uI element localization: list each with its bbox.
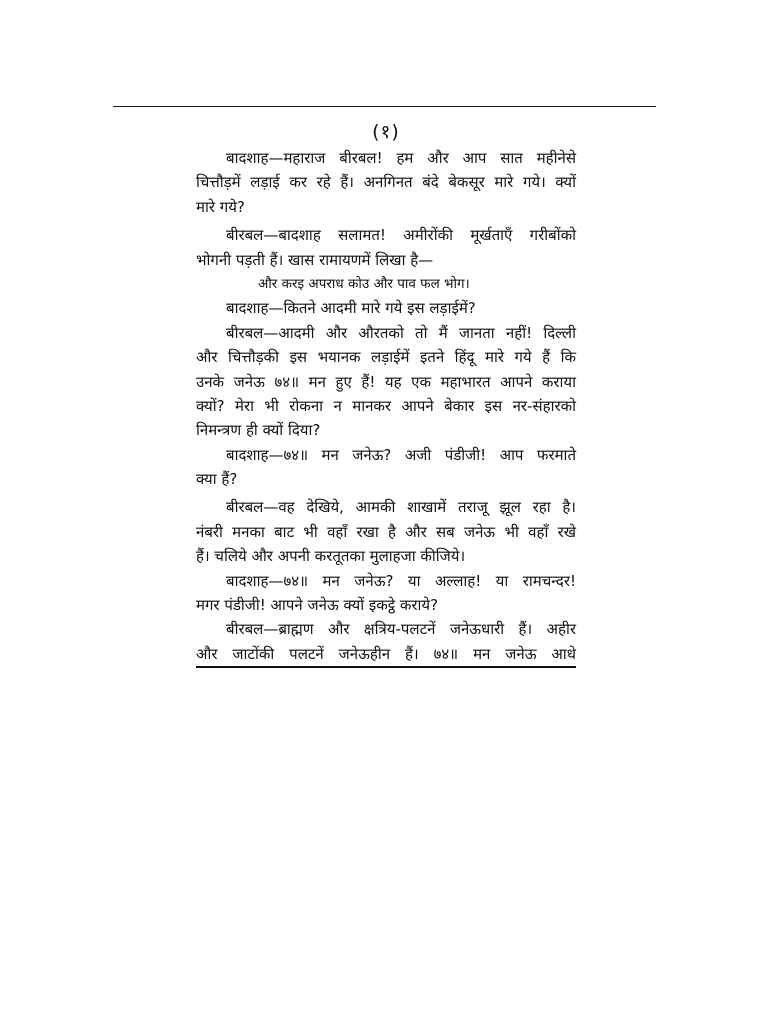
bottom-rule	[196, 666, 576, 668]
paragraph-line: बीरबल—ब्राह्मण और क्षत्रिय-पलटनें जनेऊधारी हैं। अहीर	[226, 620, 576, 639]
paragraph-line: मगर पंडीजी! आपने जनेऊ क्यों इकट्ठे कराये?	[196, 596, 439, 615]
paragraph-line: बादशाह—महाराज बीरबल! हम और आप सात महीनेसे	[226, 149, 576, 167]
paragraph-line: क्यों? मेरा भी रोकना न मानकर आपने बेकार इस नर-संहारको	[196, 396, 576, 415]
paragraph-line: निमन्त्रण ही क्यों दिया?	[196, 421, 321, 440]
paragraph-line: बादशाह—७४॥ मन जनेऊ? अजी पंडीजी! आप फरमाते	[226, 445, 576, 464]
verse-line: और करइ अपराध कोउ और पाव फल भोग।	[258, 275, 470, 292]
paragraph-line: और जाटोंकी पलटनें जनेऊहीन हैं। ७४॥ मन जनेऊ आधे	[196, 644, 576, 663]
page-body	[196, 146, 576, 666]
paragraph-line: बीरबल—बादशाह सलामत! अमीरोंकी मूर्खताएँ गरीबोंको	[226, 226, 576, 245]
paragraph-line: और चित्तौड़की इस भयानक लड़ाईमें इतने हिंदू मारे गये हैं कि	[196, 348, 576, 367]
paragraph-line: भोगनी पड़ती हैं। खास रामायणमें लिखा है—	[196, 250, 434, 269]
paragraph-line: चित्तौड़में लड़ाई कर रहे हैं। अनगिनत बंदे बेकसूर मारे गये। क्यों	[196, 173, 576, 192]
paragraph-line: बादशाह—कितने आदमी मारे गये इस लड़ाईमें?	[226, 299, 476, 318]
paragraph-line: उनके जनेऊ ७४॥ मन हुए हैं! यह एक महाभारत आपने कराया	[196, 372, 576, 391]
paragraph-line: मारे गये?	[196, 197, 245, 216]
paragraph-line: बादशाह—७४॥ मन जनेऊ? या अल्लाह! या रामचन्दर!	[226, 571, 576, 590]
paragraph-line: बीरबल—वह देखिये, आमकी शाखामें तराजू झूल रहा है।	[226, 498, 576, 517]
page-number: (१)	[372, 121, 400, 143]
paragraph-line: हैं। चलिये और अपनी करतूतका मुलाहजा कीजिये।	[196, 547, 466, 566]
paragraph-line: बीरबल—आदमी और औरतको तो मैं जानता नहीं! दिल्ली	[226, 323, 576, 342]
top-rule	[113, 106, 656, 107]
paragraph-line: क्या हैं?	[196, 470, 238, 489]
paragraph-line: नंबरी मनका बाट भी वहाँ रखा है और सब जनेऊ भी वहाँ रखे	[196, 522, 576, 541]
